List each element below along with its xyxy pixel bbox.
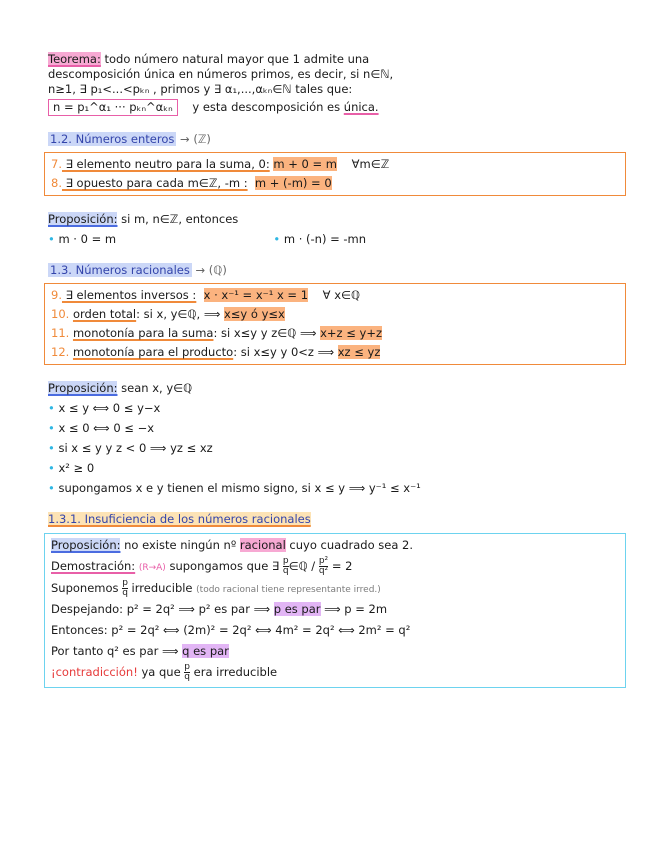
axiom-7: [51, 157, 619, 172]
teorema-line-1: [48, 52, 626, 67]
axiom-7-formula: m + 0 = m: [273, 157, 337, 171]
teorema-line-2: descomposición única en números primos, es decir, si n∈ℕ,: [48, 67, 394, 81]
section-1-3-title: 1.3. Números racionales: [50, 263, 190, 277]
prop-2-line: [48, 381, 626, 396]
fraction-den-4: q: [184, 672, 191, 682]
axiom-7-text: ∃ elemento neutro para la suma, 0:: [61, 157, 270, 171]
axiom-12-formula: xz ≤ yz: [337, 345, 381, 359]
axiom-12-text: monotonía para el producto: [72, 345, 234, 359]
section-1-2-title: 1.2. Números enteros: [50, 132, 175, 146]
teorema-text-4: y esta descomposición es: [192, 100, 344, 114]
axiom-8-text: ∃ opuesto para cada m∈ℤ, -m :: [61, 176, 248, 190]
axiom-9-number: 9.: [51, 288, 62, 302]
axiom-10-text: orden total: [72, 307, 137, 321]
demostracion-text: supongamos que ∃: [165, 559, 283, 573]
teorema-line-3: n≥1, ∃ p₁<...<pₖₙ , primos y ∃ α₁,...,αₖₙ∈ℕ tales que:: [48, 82, 353, 96]
axiom-10-mid: : si x, y∈ℚ, ⟹: [136, 307, 224, 321]
prop-1-bullet-2: m · (-n) = -mn: [283, 232, 367, 246]
axiom-12-mid: : si x≤y y 0<z ⟹: [233, 345, 338, 359]
axiom-11-mid: : si x≤y y z∈ℚ ⟹: [213, 326, 321, 340]
portanto-line: [51, 644, 619, 659]
despejando-text: Despejando: p² = 2q² ⟹ p² es par ⟹: [51, 602, 274, 616]
section-1-3-arrow: → (ℚ): [195, 263, 227, 277]
axiom-11-formula: x+z ≤ y+z: [320, 326, 382, 340]
notes-page: [48, 52, 626, 688]
teorema-unica: única.: [343, 100, 379, 114]
fraction-den-3: q: [122, 588, 128, 598]
fraction-num-2: p²: [318, 556, 329, 566]
prop-1-bullet-1: m · 0 = m: [58, 232, 117, 246]
axiom-9-formula: x · x⁻¹ = x⁻¹ x = 1: [203, 288, 309, 302]
demostracion-note: (R→A): [138, 563, 166, 573]
despejando-line: [51, 602, 619, 617]
axiom-8-number: 8.: [51, 176, 62, 190]
fraction-num-4: p: [184, 662, 191, 672]
fraction-den: q: [282, 566, 289, 576]
axiom-9-quantifier: ∀ x∈ℚ: [322, 288, 361, 302]
prop-3-line: [51, 538, 619, 553]
contradiccion-line: [51, 663, 619, 683]
fraction-num: p: [282, 556, 289, 566]
despejando-hl: p es par: [273, 602, 321, 616]
prop-1-line: [48, 212, 626, 227]
demostracion-label: Demostración:: [51, 559, 136, 573]
teorema-text-1: todo número natural mayor que 1 admite una: [100, 52, 370, 66]
suponemos-note: (todo racional tiene representante irred.): [196, 585, 381, 595]
demostracion-end: = 2: [328, 559, 353, 573]
prop-2-bullet-5-text: supongamos x e y tienen el mismo signo, si x ≤ y ⟹ y⁻¹ ≤ x⁻¹: [58, 481, 421, 495]
entonces-line: Entonces: p² = 2q² ⟺ (2m)² = 2q² ⟺ 4m² = 2q² ⟺ 2m² = q²: [51, 623, 411, 637]
axiom-10: [51, 307, 619, 322]
contradiccion-text: ya que: [137, 665, 185, 679]
axiom-7-number: 7.: [51, 157, 62, 171]
prop-2-label: Proposición:: [48, 381, 118, 395]
section-1-2-heading: [48, 132, 626, 147]
prop-2-bullet-1-text: x ≤ y ⟺ 0 ≤ y−x: [58, 401, 161, 415]
teorema-formula: n = p₁^α₁ ··· pₖₙ^αₖₙ: [48, 99, 178, 116]
axiom-10-number: 10.: [51, 307, 70, 321]
axiom-9-text: ∃ elementos inversos :: [61, 288, 197, 302]
fraction-num-3: p: [122, 578, 128, 588]
fraction-p2-q2: [319, 557, 328, 576]
suponemos-text: Suponemos: [51, 581, 123, 595]
prop-1-bullets: • m · 0 = m • m · (-n) = -mn: [48, 232, 367, 246]
prop-1-label: Proposición:: [48, 212, 118, 226]
section-1-3-heading: [48, 263, 626, 278]
axiom-12-number: 12.: [51, 345, 70, 359]
prop-2-bullet-1: • x ≤ y ⟺ 0 ≤ y−x: [48, 401, 161, 415]
prop-2-text: sean x, y∈ℚ: [117, 381, 193, 395]
axiom-11-number: 11.: [51, 326, 70, 340]
racionales-axioms-box: [44, 283, 626, 365]
despejando-end: ⟹ p = 2m: [320, 602, 388, 616]
prop-2-bullet-4: • x² ≥ 0: [48, 461, 95, 475]
prop-3-racional: racional: [239, 538, 286, 552]
prop-2-bullet-4-text: x² ≥ 0: [58, 461, 95, 475]
portanto-hl: q es par: [182, 644, 229, 658]
teorema-line-4: [48, 99, 626, 116]
section-1-3-1-title: 1.3.1. Insuficiencia de los números racionales: [48, 512, 311, 526]
axiom-11: [51, 326, 619, 341]
insuficiencia-box: [44, 533, 626, 688]
prop-2-bullet-3-text: si x ≤ y y z < 0 ⟹ yz ≤ xz: [58, 441, 213, 455]
prop-3-label: Proposición:: [51, 538, 121, 552]
prop-1-text: si m, n∈ℤ, entonces: [117, 212, 239, 226]
prop-3-text-1: no existe ningún nº: [120, 538, 240, 552]
section-1-3-1-heading: [48, 512, 626, 527]
demostracion-line: [51, 557, 619, 577]
contradiccion-end: era irreducible: [190, 665, 278, 679]
prop-2-bullet-2-text: x ≤ 0 ⟺ 0 ≤ −x: [58, 421, 155, 435]
demostracion-mid: ∈ℚ /: [288, 559, 319, 573]
axiom-8-formula: m + (-m) = 0: [254, 176, 332, 190]
axiom-9: [51, 288, 619, 303]
prop-3-text-2: cuyo cuadrado sea 2.: [285, 538, 414, 552]
prop-2-bullet-5: • supongamos x e y tienen el mismo signo, si x ≤ y ⟹ y⁻¹ ≤ x⁻¹: [48, 481, 421, 495]
suponemos-line: [51, 579, 619, 599]
prop-2-bullet-3: • si x ≤ y y z < 0 ⟹ yz ≤ xz: [48, 441, 213, 455]
axiom-8: [51, 176, 619, 191]
prop-2-bullet-2: • x ≤ 0 ⟺ 0 ≤ −x: [48, 421, 155, 435]
section-1-2-arrow: → (ℤ): [180, 132, 211, 146]
contradiccion-label: ¡contradicción!: [51, 665, 138, 679]
fraction-den-2: q²: [318, 566, 329, 576]
axiom-10-formula: x≤y ó y≤x: [223, 307, 285, 321]
portanto-text: Por tanto q² es par ⟹: [51, 644, 183, 658]
axiom-12: [51, 345, 619, 360]
enteros-axioms-box: [44, 152, 626, 196]
suponemos-end: irreducible: [127, 581, 193, 595]
axiom-7-quantifier: ∀m∈ℤ: [351, 157, 390, 171]
axiom-11-text: monotonía para la suma: [72, 326, 214, 340]
teorema-label: Teorema:: [48, 52, 101, 66]
